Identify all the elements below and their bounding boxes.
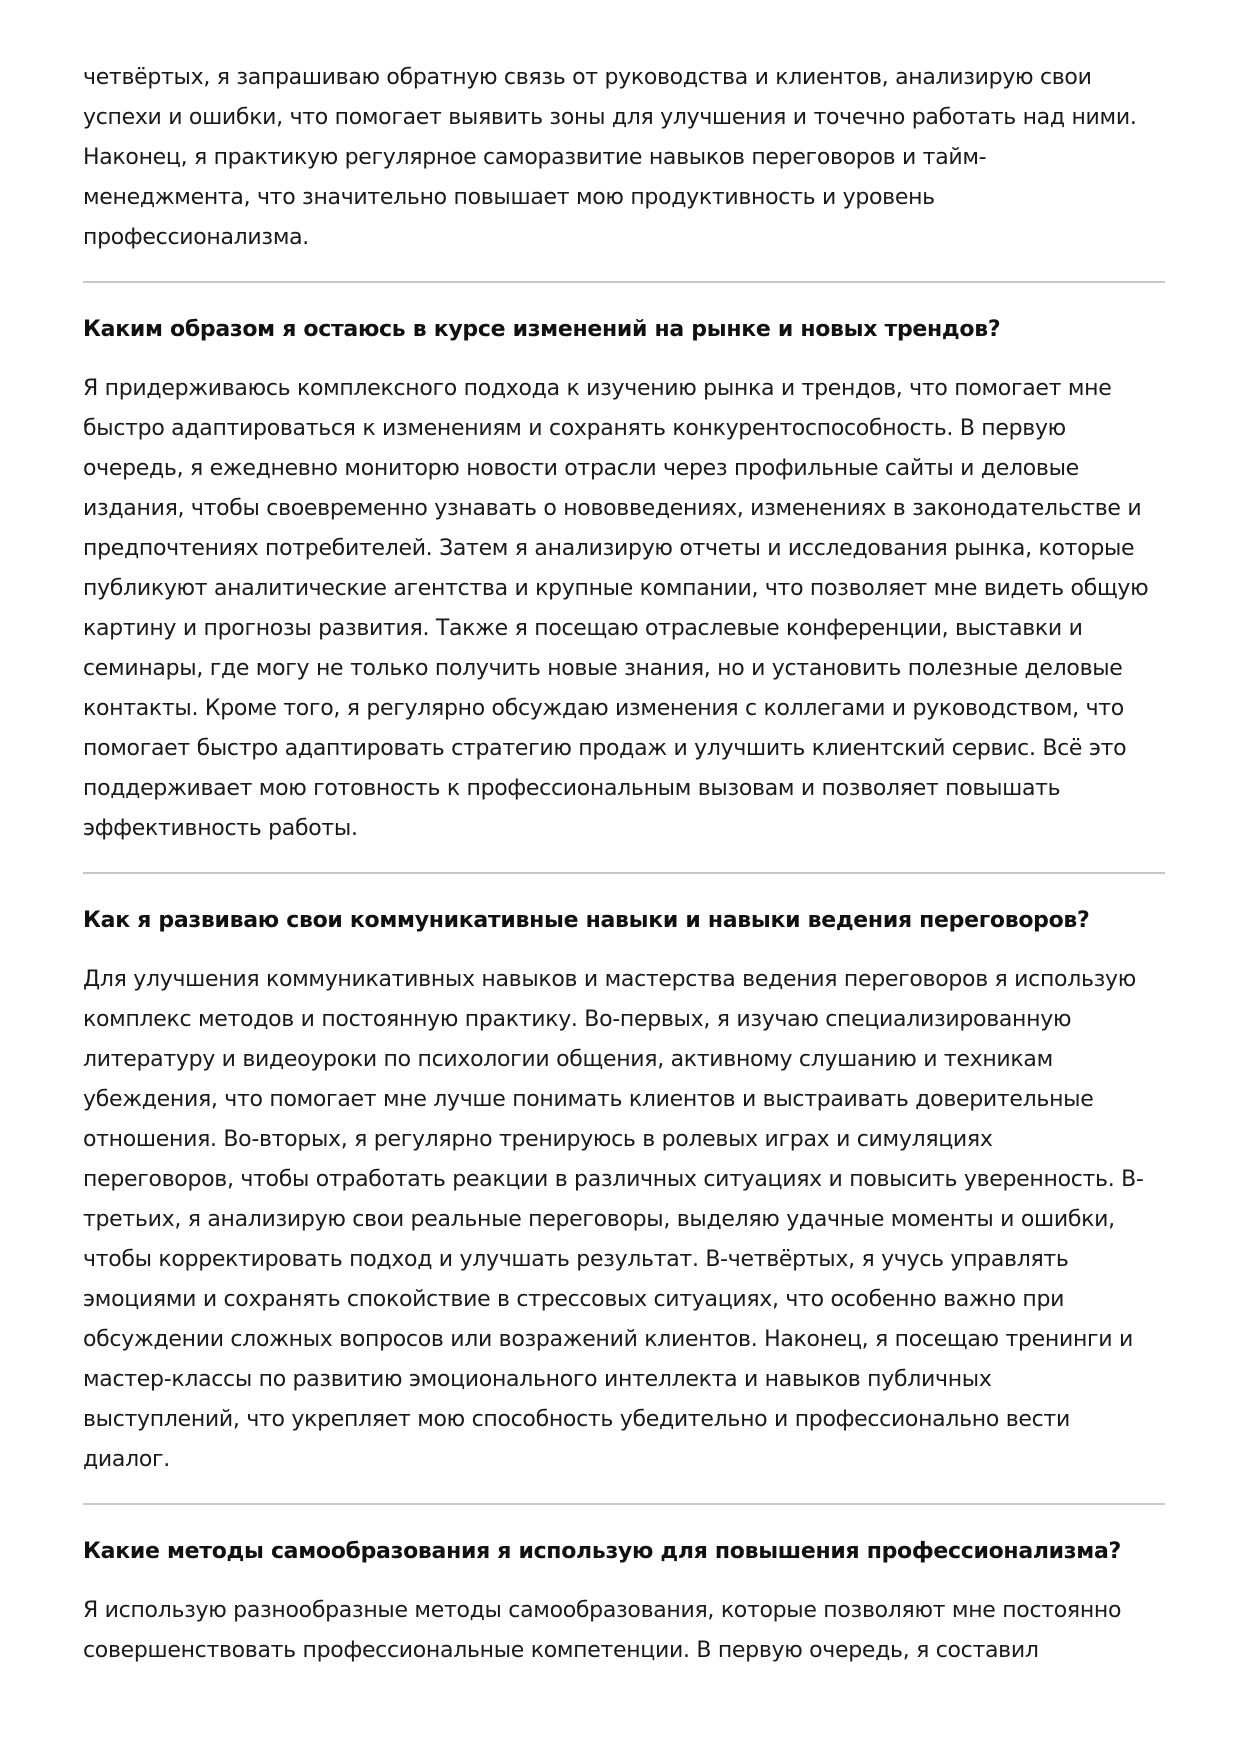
- text-line: поддерживает мою готовность к профессиональным вызовам и позволяет повышать: [83, 776, 1061, 801]
- section-heading: Как я развиваю свои коммуникативные навыки и навыки ведения переговоров?: [83, 908, 1090, 933]
- text-line: издания, чтобы своевременно узнавать о нововведениях, изменениях в законодательстве и: [83, 496, 1142, 521]
- text-line: комплекс методов и постоянную практику. Во-первых, я изучаю специализированную: [83, 1007, 1072, 1032]
- text-line: переговоров, чтобы отработать реакции в различных ситуациях и повысить уверенность. В-: [83, 1167, 1144, 1192]
- text-line: мастер-классы по развитию эмоционального интеллекта и навыков публичных: [83, 1367, 992, 1392]
- document-page: [83, 58, 1165, 1671]
- section-paragraph: [83, 369, 1165, 849]
- text-line: третьих, я анализирую свои реальные переговоры, выделяю удачные моменты и ошибки,: [83, 1207, 1115, 1232]
- intro-paragraph: [83, 58, 1165, 258]
- text-line: чтобы корректировать подход и улучшать результат. В-четвёртых, я учусь управлять: [83, 1247, 1069, 1272]
- section-divider: [83, 281, 1165, 283]
- text-line: четвёртых, я запрашиваю обратную связь от руководства и клиентов, анализирую свои: [83, 65, 1092, 90]
- text-line: диалог.: [83, 1447, 170, 1472]
- text-line: выступлений, что укрепляет мою способность убедительно и профессионально вести: [83, 1407, 1070, 1432]
- text-line: помогает быстро адаптировать стратегию продаж и улучшить клиентский сервис. Всё это: [83, 736, 1127, 761]
- text-line: Я придерживаюсь комплексного подхода к изучению рынка и трендов, что помогает мне: [83, 376, 1112, 401]
- section-self-education: [83, 1537, 1165, 1671]
- section-paragraph: [83, 1591, 1165, 1671]
- text-line: быстро адаптироваться к изменениям и сохранять конкурентоспособность. В первую: [83, 416, 1066, 441]
- text-line: картину и прогнозы развития. Также я посещаю отраслевые конференции, выставки и: [83, 616, 1083, 641]
- text-line: успехи и ошибки, что помогает выявить зоны для улучшения и точечно работать над ними.: [83, 105, 1137, 130]
- text-line: публикуют аналитические агентства и крупные компании, что позволяет мне видеть общую: [83, 576, 1149, 601]
- text-line: обсуждении сложных вопросов или возражений клиентов. Наконец, я посещаю тренинги и: [83, 1327, 1133, 1352]
- section-heading: Какие методы самообразования я использую для повышения профессионализма?: [83, 1539, 1121, 1564]
- text-line: литературу и видеоуроки по психологии общения, активному слушанию и техникам: [83, 1047, 1053, 1072]
- section-paragraph: [83, 960, 1165, 1480]
- text-line: семинары, где могу не только получить новые знания, но и установить полезные деловые: [83, 656, 1123, 681]
- text-line: контакты. Кроме того, я регулярно обсуждаю изменения с коллегами и руководством, что: [83, 696, 1124, 721]
- text-line: профессионализма.: [83, 225, 309, 250]
- section-divider: [83, 872, 1165, 874]
- section-divider: [83, 1503, 1165, 1505]
- text-line: эффективность работы.: [83, 816, 358, 841]
- text-line: Наконец, я практикую регулярное саморазвитие навыков переговоров и тайм-: [83, 145, 987, 170]
- section-heading: Каким образом я остаюсь в курсе изменений на рынке и новых трендов?: [83, 317, 1001, 342]
- text-line: эмоциями и сохранять спокойствие в стрессовых ситуациях, что особенно важно при: [83, 1287, 1065, 1312]
- text-line: предпочтениях потребителей. Затем я анализирую отчеты и исследования рынка, которые: [83, 536, 1135, 561]
- text-line: отношения. Во-вторых, я регулярно тренируюсь в ролевых играх и симуляциях: [83, 1127, 993, 1152]
- section-market-trends: [83, 315, 1165, 849]
- text-line: совершенствовать профессиональные компетенции. В первую очередь, я составил: [83, 1638, 1039, 1663]
- text-line: менеджмента, что значительно повышает мою продуктивность и уровень: [83, 185, 935, 210]
- section-communication-skills: [83, 906, 1165, 1480]
- text-line: Я использую разнообразные методы самообразования, которые позволяют мне постоянно: [83, 1598, 1122, 1623]
- text-line: очередь, я ежедневно мониторю новости отрасли через профильные сайты и деловые: [83, 456, 1079, 481]
- text-line: Для улучшения коммуникативных навыков и мастерства ведения переговоров я использую: [83, 967, 1136, 992]
- text-line: убеждения, что помогает мне лучше понимать клиентов и выстраивать доверительные: [83, 1087, 1094, 1112]
